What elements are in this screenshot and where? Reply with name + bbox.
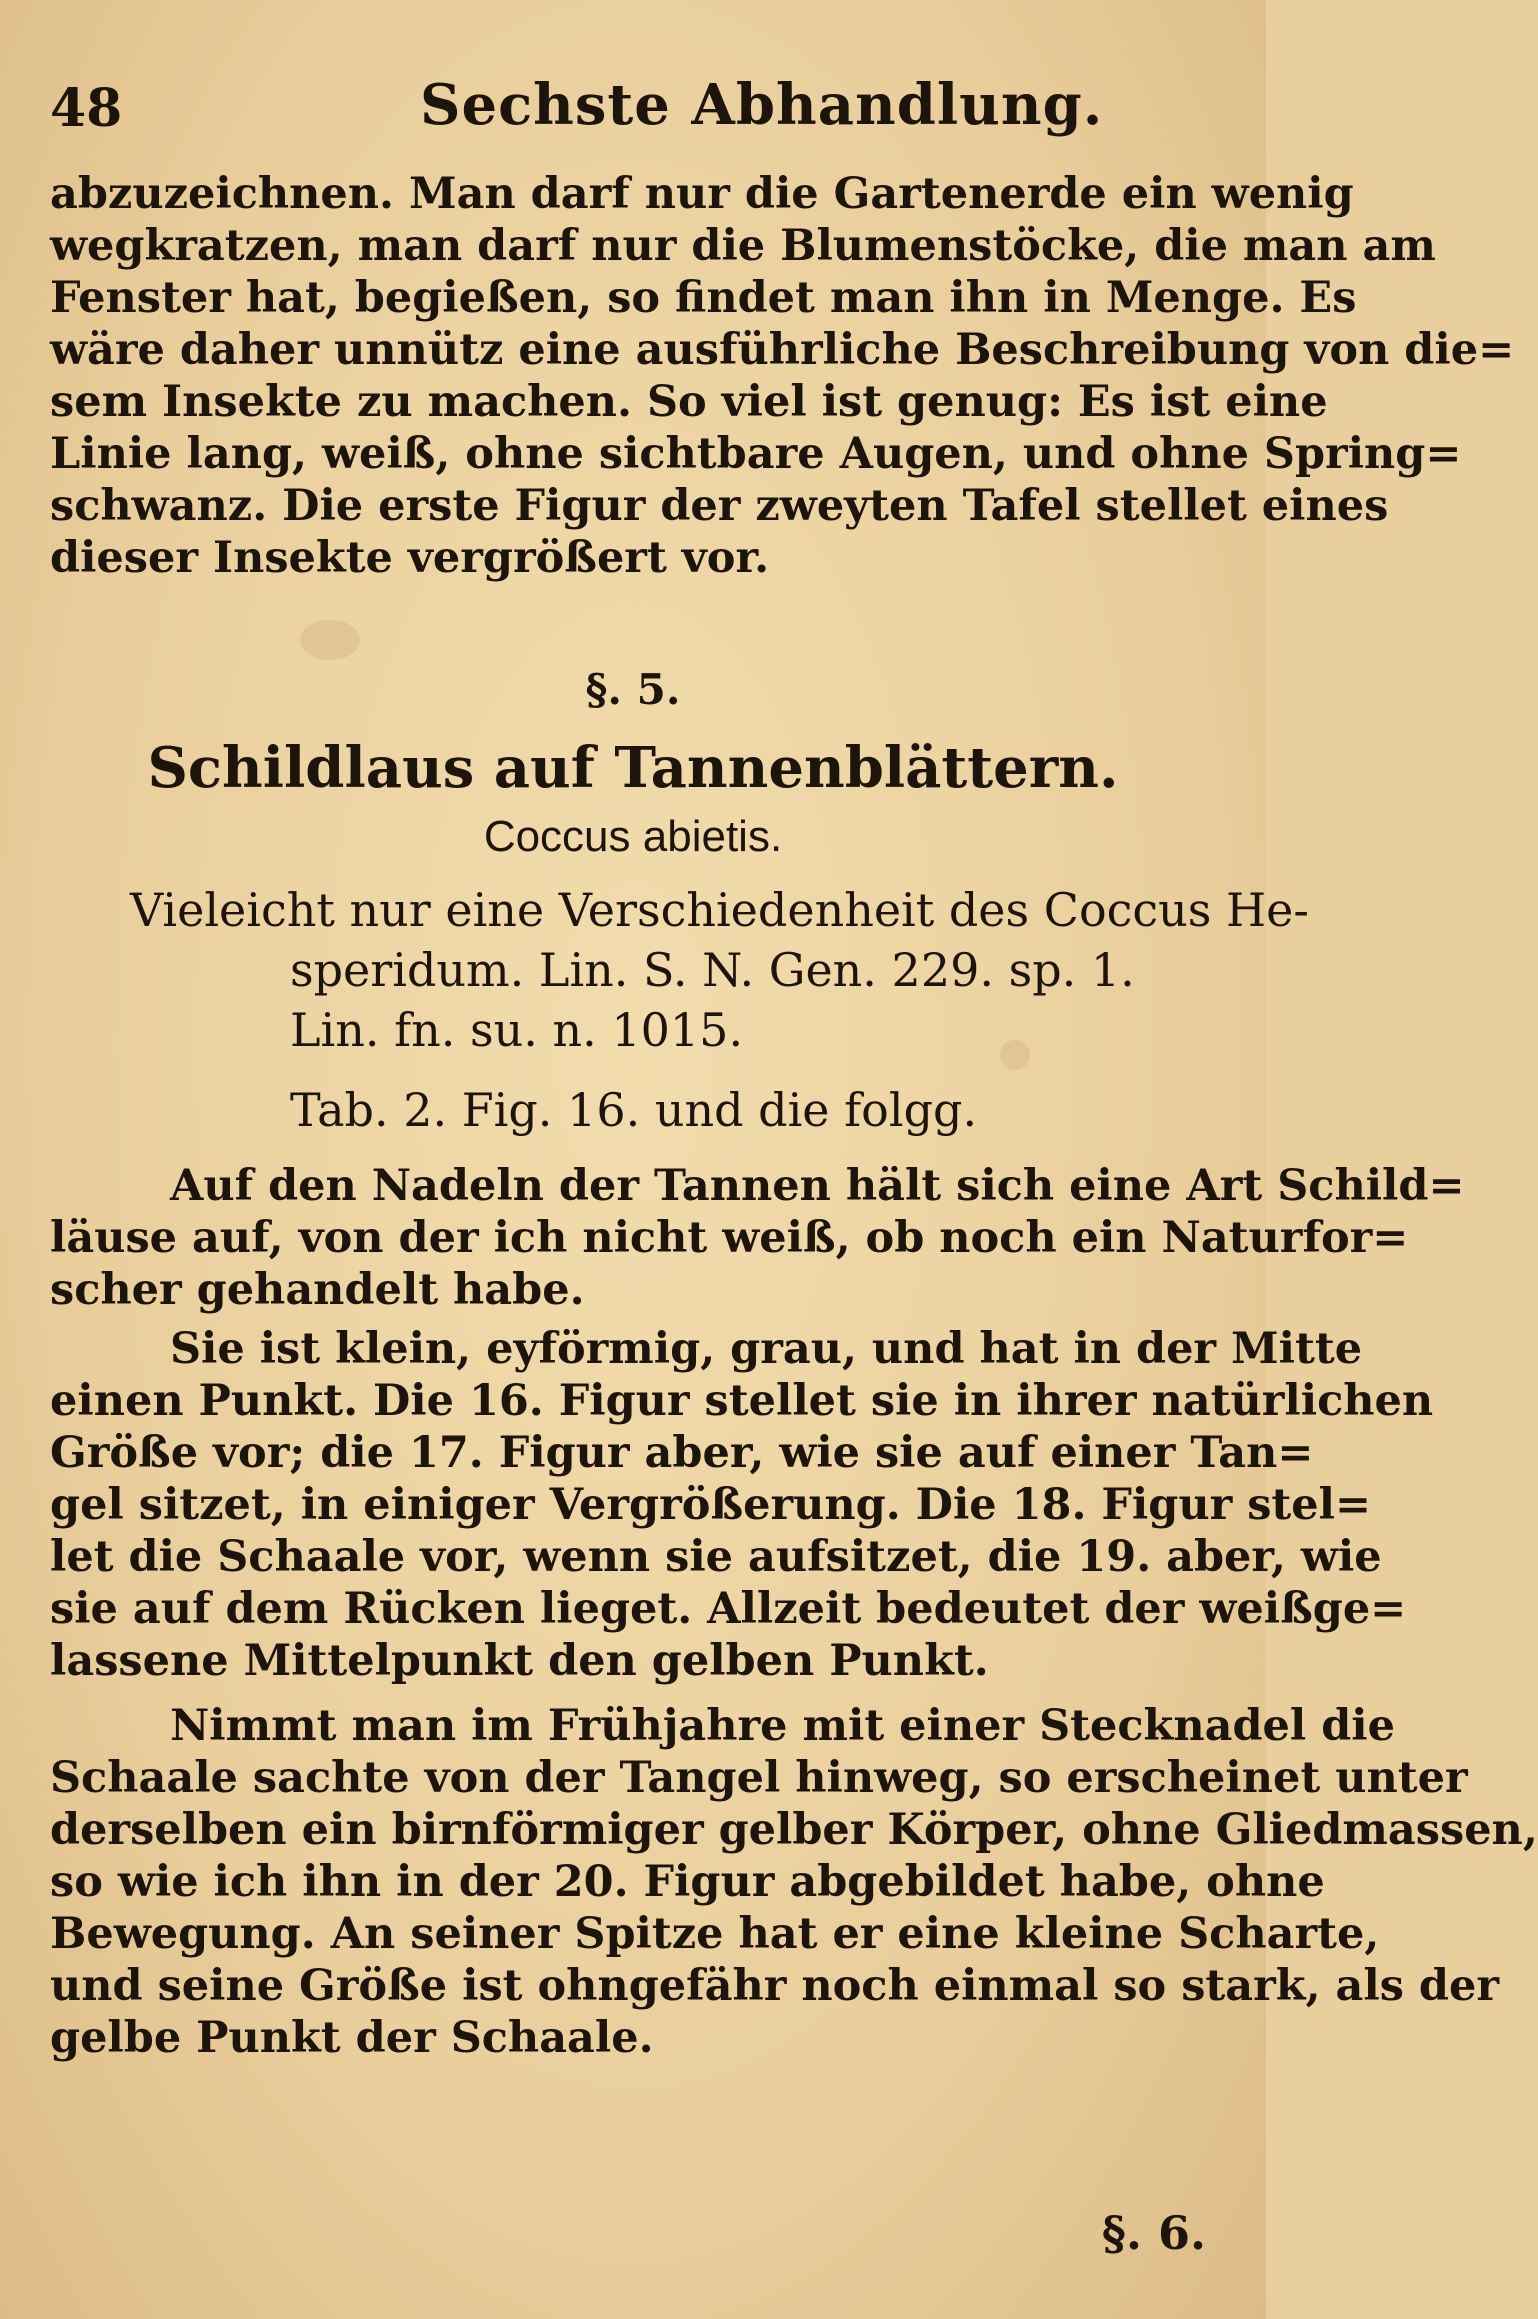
text-line: Größe vor; die 17. Figur aber, wie sie auf einer Tan=: [50, 1428, 1314, 1478]
section-number: §. 5.: [585, 665, 681, 714]
paper-stain: [300, 620, 360, 660]
text-line: schwanz. Die erste Figur der zweyten Tafel stellet eines: [50, 481, 1389, 531]
text-line: gelbe Punkt der Schaale.: [50, 2013, 654, 2063]
paragraph-1: [50, 1160, 1465, 1316]
synonym-block: [130, 880, 1309, 1060]
synonym-line: speridum. Lin. S. N. Gen. 229. sp. 1.: [290, 943, 1135, 997]
text-line: Auf den Nadeln der Tannen hält sich eine Art Schild=: [170, 1161, 1465, 1211]
text-line: und seine Größe ist ohngefähr noch einmal so stark, als der: [50, 1961, 1499, 2011]
text-line: wäre daher unnütz eine ausführliche Beschreibung von die=: [50, 325, 1515, 375]
text-line: scher gehandelt habe.: [50, 1265, 585, 1315]
text-line: lassene Mittelpunkt den gelben Punkt.: [50, 1636, 989, 1686]
text-line: Fenster hat, begießen, so findet man ihn in Menge. Es: [50, 273, 1357, 323]
text-line: derselben ein birnförmiger gelber Körper, ohne Gliedmassen,: [50, 1805, 1538, 1855]
paragraph-intro: [50, 168, 1515, 584]
text-line: Schaale sachte von der Tangel hinweg, so erscheinet unter: [50, 1753, 1468, 1803]
text-line: läuse auf, von der ich nicht weiß, ob noch ein Naturfor=: [50, 1213, 1409, 1263]
paragraph-3: [50, 1700, 1538, 2064]
table-reference: Tab. 2. Fig. 16. und die folgg.: [290, 1083, 978, 1137]
text-line: dieser Insekte vergrößert vor.: [50, 533, 770, 583]
text-line: abzuzeichnen. Man darf nur die Gartenerde ein wenig: [50, 169, 1354, 219]
text-line: let die Schaale vor, wenn sie aufsitzet, die 19. aber, wie: [50, 1532, 1382, 1582]
text-line: gel sitzet, in einiger Vergrößerung. Die 18. Figur stel=: [50, 1480, 1372, 1530]
latin-species-name: Coccus abietis.: [483, 812, 783, 861]
running-head: Sechste Abhandlung.: [420, 72, 1104, 138]
text-line: einen Punkt. Die 16. Figur stellet sie in ihrer natürlichen: [50, 1376, 1434, 1426]
synonym-line: Lin. fn. su. n. 1015.: [290, 1003, 744, 1057]
text-line: Linie lang, weiß, ohne sichtbare Augen, und ohne Spring=: [50, 429, 1462, 479]
page-header: [50, 60, 1210, 150]
text-line: sem Insekte zu machen. So viel ist genug: Es ist eine: [50, 377, 1328, 427]
text-line: sie auf dem Rücken lieget. Allzeit bedeutet der weißge=: [50, 1584, 1407, 1634]
text-line: Sie ist klein, eyförmig, grau, und hat in der Mitte: [170, 1324, 1363, 1374]
catchword: §. 6.: [1101, 2206, 1206, 2260]
section-title: Schildlaus auf Tannenblättern.: [147, 735, 1119, 801]
text-line: Nimmt man im Frühjahre mit einer Stecknadel die: [170, 1701, 1395, 1751]
text-line: so wie ich ihn in der 20. Figur abgebildet habe, ohne: [50, 1857, 1325, 1907]
text-line: wegkratzen, man darf nur die Blumenstöcke, die man am: [50, 221, 1436, 271]
text-line: Bewegung. An seiner Spitze hat er eine kleine Scharte,: [50, 1909, 1380, 1959]
paragraph-2: [50, 1323, 1434, 1687]
page-number: 48: [50, 78, 123, 139]
synonym-line: Vieleicht nur eine Verschiedenheit des Coccus He-: [130, 883, 1309, 937]
